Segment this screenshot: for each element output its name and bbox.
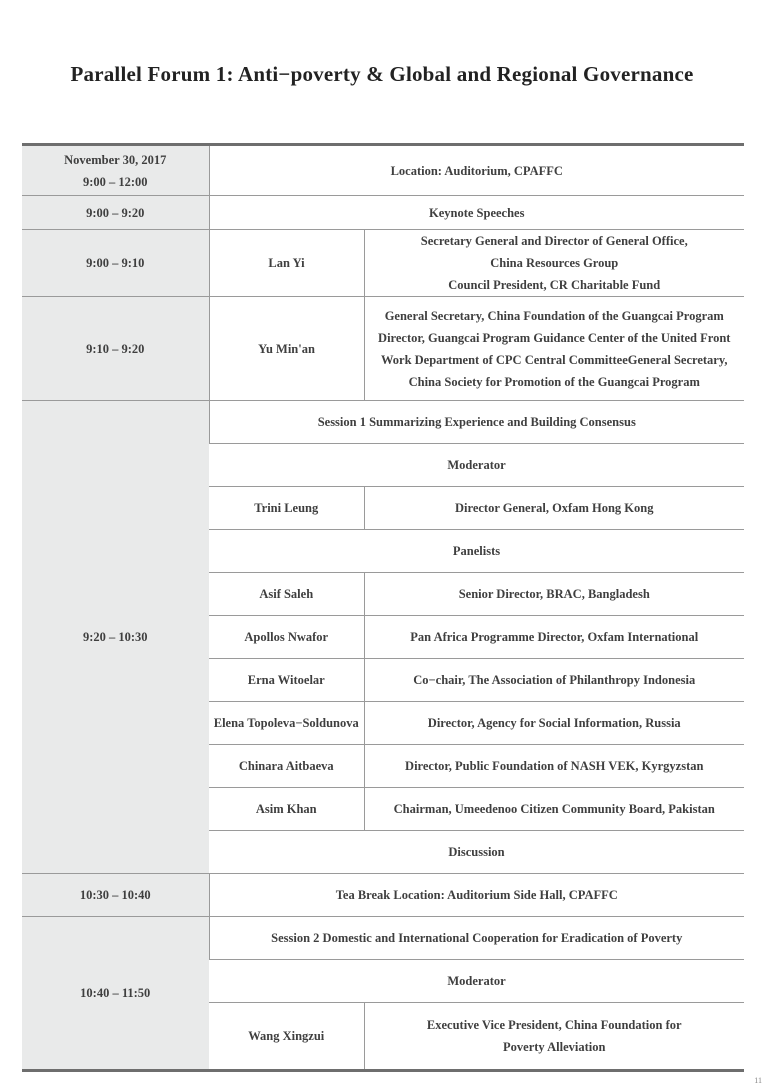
discussion-label: Discussion	[209, 831, 744, 874]
time-cell: 10:30 – 10:40	[22, 874, 209, 917]
table-row	[22, 196, 744, 230]
time-cell: 9:00 – 9:20	[22, 196, 209, 230]
panelist-name: Asim Khan	[209, 788, 364, 831]
date-text: November 30, 2017	[64, 152, 167, 167]
time-cell: 9:20 – 10:30	[22, 401, 209, 874]
moderator-label: Moderator	[209, 960, 744, 1003]
session-title: Session 2 Domestic and International Cooperation for Eradication of Poverty	[209, 917, 744, 960]
table-row	[22, 874, 744, 917]
date-time-cell	[22, 145, 209, 196]
table-row	[22, 917, 744, 960]
time-cell: 10:40 – 11:50	[22, 917, 209, 1071]
moderator-role: Director General, Oxfam Hong Kong	[364, 487, 744, 530]
role-line: Council President, CR Charitable Fund	[448, 278, 661, 292]
panelist-role: Pan Africa Programme Director, Oxfam International	[364, 616, 744, 659]
speaker-role	[364, 297, 744, 401]
role-line: Director, Guangcai Program Guidance Center of the United Front	[378, 330, 731, 345]
time-text: 9:00 – 12:00	[82, 174, 148, 189]
speaker-name: Yu Min'an	[209, 297, 364, 401]
speaker-role	[364, 230, 744, 297]
page-number: 11	[754, 1076, 762, 1085]
moderator-label: Moderator	[209, 444, 744, 487]
panelist-role: Chairman, Umeedenoo Citizen Community Board, Pakistan	[364, 788, 744, 831]
panelist-name: Elena Topoleva−Soldunova	[209, 702, 364, 745]
panelist-role: Senior Director, BRAC, Bangladesh	[364, 573, 744, 616]
page-title: Parallel Forum 1: Anti−poverty & Global and Regional Governance	[70, 62, 694, 86]
role-line: Poverty Alleviation	[503, 1040, 606, 1054]
panelist-role: Director, Public Foundation of NASH VEK, Kyrgyzstan	[364, 745, 744, 788]
agenda-table	[22, 143, 744, 1072]
role-line: China Resources Group	[490, 256, 619, 270]
moderator-role	[364, 1003, 744, 1071]
role-line: Executive Vice President, China Foundation for	[426, 1018, 682, 1032]
panelist-role: Director, Agency for Social Information, Russia	[364, 702, 744, 745]
time-cell: 9:10 – 9:20	[22, 297, 209, 401]
panelist-name: Chinara Aitbaeva	[209, 745, 364, 788]
panelist-name: Erna Witoelar	[209, 659, 364, 702]
table-row	[22, 401, 744, 444]
panelist-name: Apollos Nwafor	[209, 616, 364, 659]
moderator-name: Trini Leung	[209, 487, 364, 530]
panelists-label: Panelists	[209, 530, 744, 573]
table-row	[22, 145, 744, 196]
role-line: China Society for Promotion of the Guangcai Program	[408, 374, 700, 389]
tea-break-label: Tea Break Location: Auditorium Side Hall, CPAFFC	[209, 874, 744, 917]
speaker-name: Lan Yi	[209, 230, 364, 297]
panelist-name: Asif Saleh	[209, 573, 364, 616]
table-row	[22, 230, 744, 297]
location-cell: Location: Auditorium, CPAFFC	[209, 145, 744, 196]
moderator-name: Wang Xingzui	[209, 1003, 364, 1071]
panelist-role: Co−chair, The Association of Philanthropy Indonesia	[364, 659, 744, 702]
keynote-label: Keynote Speeches	[209, 196, 744, 230]
session-title: Session 1 Summarizing Experience and Building Consensus	[209, 401, 744, 444]
role-line: Secretary General and Director of General Office,	[420, 234, 688, 248]
table-row	[22, 297, 744, 401]
time-cell: 9:00 – 9:10	[22, 230, 209, 297]
role-line: General Secretary, China Foundation of the Guangcai Program	[384, 308, 724, 323]
role-line: Work Department of CPC Central CommitteeGeneral Secretary,	[380, 352, 728, 367]
